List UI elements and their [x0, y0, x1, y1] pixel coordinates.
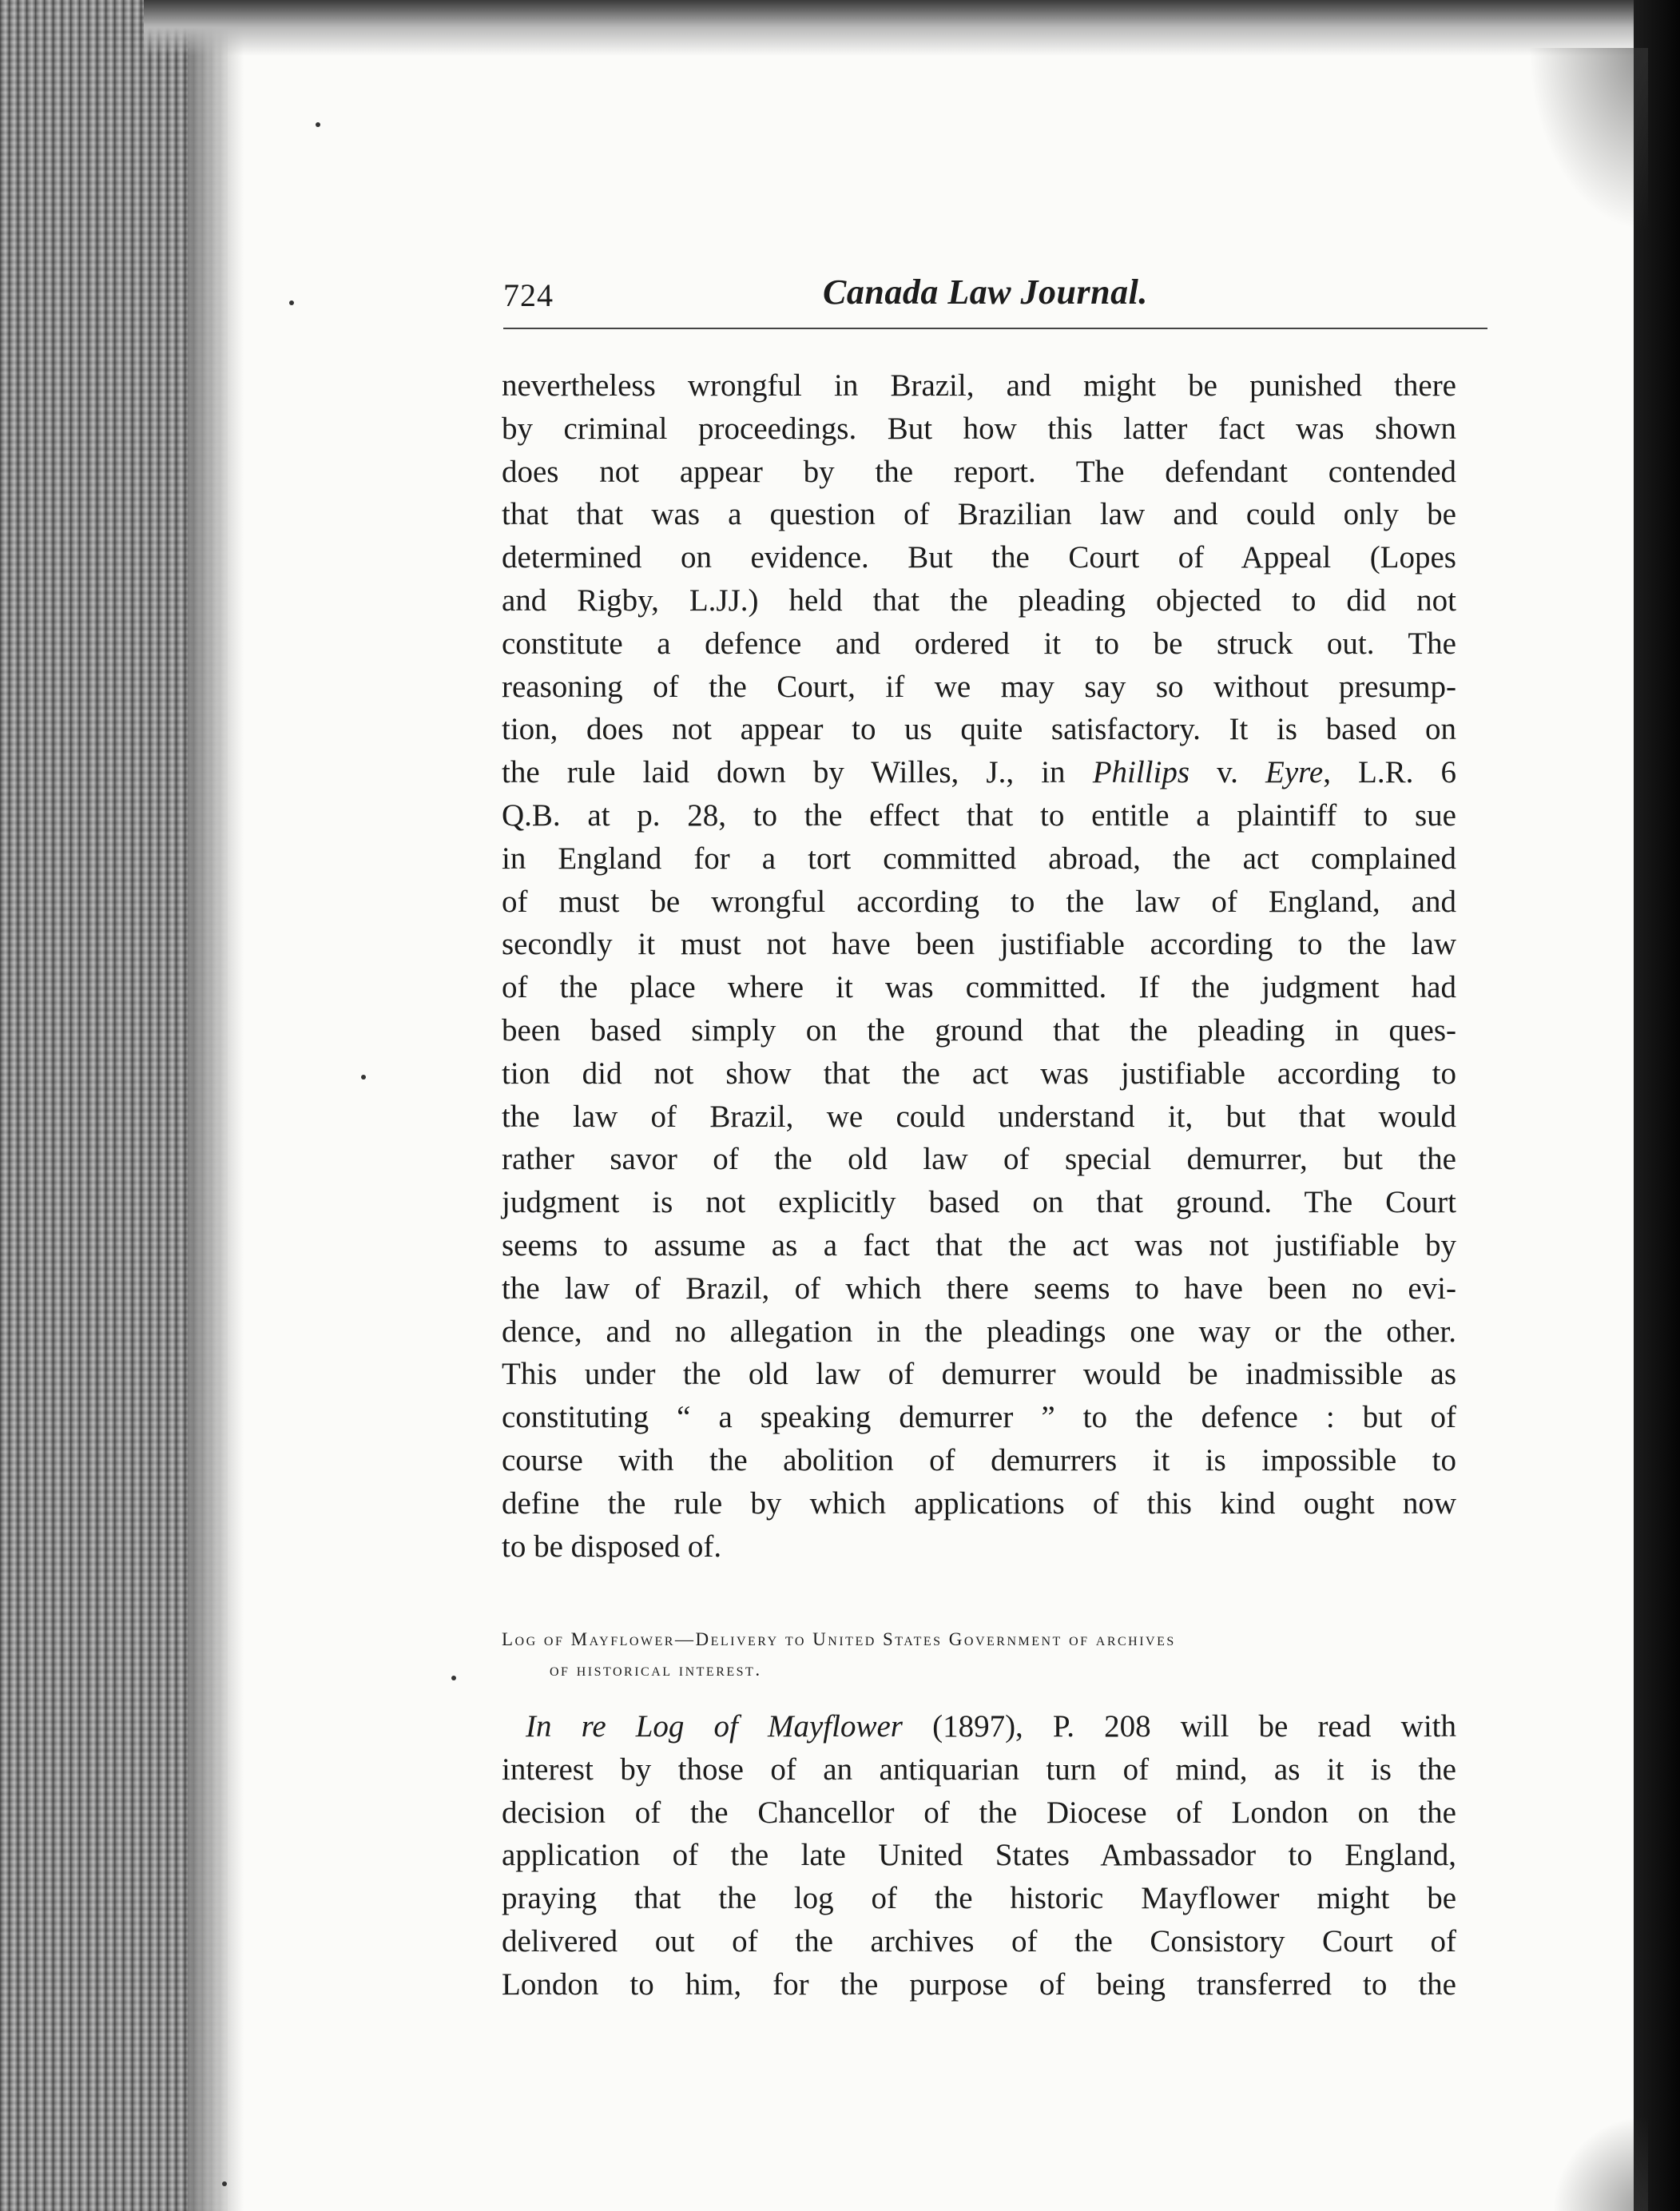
text-line: tion did not show that the act was justifiable according to — [502, 1056, 1456, 1091]
text-line: define the rule by which applications of this kind ought now — [502, 1485, 1456, 1521]
text-line: decision of the Chancellor of the Diocese of London on the — [502, 1795, 1456, 1830]
text-line: constitute a defence and ordered it to be struck out. The — [502, 626, 1456, 661]
text-line: the law of Brazil, we could understand it, but that would — [502, 1099, 1456, 1134]
text-line: by criminal proceedings. But how this latter fact was shown — [502, 411, 1456, 446]
text-line: nevertheless wrongful in Brazil, and might be punished there — [502, 368, 1456, 403]
text-line: tion, does not appear to us quite satisfactory. It is based on — [502, 712, 1456, 747]
text-line: In re Log of Mayflower (1897), P. 208 will be read with — [526, 1709, 1456, 1744]
scan-speck — [451, 1676, 456, 1680]
scan-top-edge — [144, 0, 1680, 56]
text-line: seems to assume as a fact that the act was not justifiable by — [502, 1227, 1456, 1263]
text-line: dence, and no allegation in the pleadings one way or the other. — [502, 1314, 1456, 1349]
scan-speck — [361, 1075, 366, 1080]
text-line: judgment is not explicitly based on that ground. The Court — [502, 1185, 1456, 1220]
scan-speck — [289, 300, 294, 305]
scan-speck — [316, 122, 320, 127]
text-line: the law of Brazil, of which there seems to have been no evi- — [502, 1271, 1456, 1306]
section-heading — [502, 1624, 1486, 1685]
text-line: rather savor of the old law of special demurrer, but the — [502, 1142, 1456, 1177]
text-line: secondly it must not have been justifiable according to the law — [502, 927, 1456, 962]
text-line: does not appear by the report. The defendant contended — [502, 454, 1456, 489]
text-line: interest by those of an antiquarian turn of mind, as it is the — [502, 1752, 1456, 1787]
text-line: London to him, for the purpose of being transferred to the — [502, 1966, 1456, 2002]
scan-speck — [222, 2181, 227, 2186]
text-line: constituting “ a speaking demurrer ” to the defence : but of — [502, 1400, 1456, 1435]
scan-binding-shadow — [188, 0, 244, 2211]
section-heading-line: Log of Mayflower—Delivery to United States Government of archives — [502, 1629, 1176, 1649]
running-head — [503, 270, 1487, 334]
paragraph-2 — [502, 1705, 1456, 2006]
text-line: This under the old law of demurrer would be inadmissible as — [502, 1357, 1456, 1392]
text-line: the rule laid down by Willes, J., in Phillips v. Eyre, L.R. 6 — [502, 755, 1457, 790]
text-line: of must be wrongful according to the law of England, and — [502, 884, 1456, 919]
page-number: 724 — [503, 277, 554, 313]
scan-right-edge — [1634, 0, 1680, 2211]
text-line: to be disposed of. — [502, 1529, 722, 1564]
text-line: determined on evidence. But the Court of Appeal (Lopes — [502, 540, 1456, 575]
text-line: course with the abolition of demurrers it is impossible to — [502, 1442, 1456, 1477]
text-line: been based simply on the ground that the pleading in ques- — [502, 1012, 1456, 1048]
scan-bottom-shadow — [1552, 2115, 1648, 2211]
text-line: in England for a tort committed abroad, the act complained — [502, 841, 1456, 876]
text-line: of the place where it was committed. If the judgment had — [502, 970, 1456, 1005]
text-line: Q.B. at p. 28, to the effect that to entitle a plaintiff to sue — [502, 797, 1456, 833]
header-rule — [503, 328, 1487, 329]
text-line: reasoning of the Court, if we may say so without presump- — [502, 669, 1456, 704]
journal-title: Canada Law Journal. — [823, 272, 1148, 312]
text-line: and Rigby, L.JJ.) held that the pleading objected to did not — [502, 583, 1456, 618]
scan-corner-shadow — [1528, 48, 1648, 232]
text-line: praying that the log of the historic Mayflower might be — [502, 1881, 1456, 1916]
text-line: that that was a question of Brazilian law and could only be — [502, 497, 1456, 532]
text-line: application of the late United States Ambassador to England, — [502, 1838, 1456, 1873]
section-heading-line: of historical interest. — [550, 1660, 762, 1680]
text-line: delivered out of the archives of the Consistory Court of — [502, 1923, 1456, 1958]
paragraph-1 — [502, 364, 1456, 1568]
